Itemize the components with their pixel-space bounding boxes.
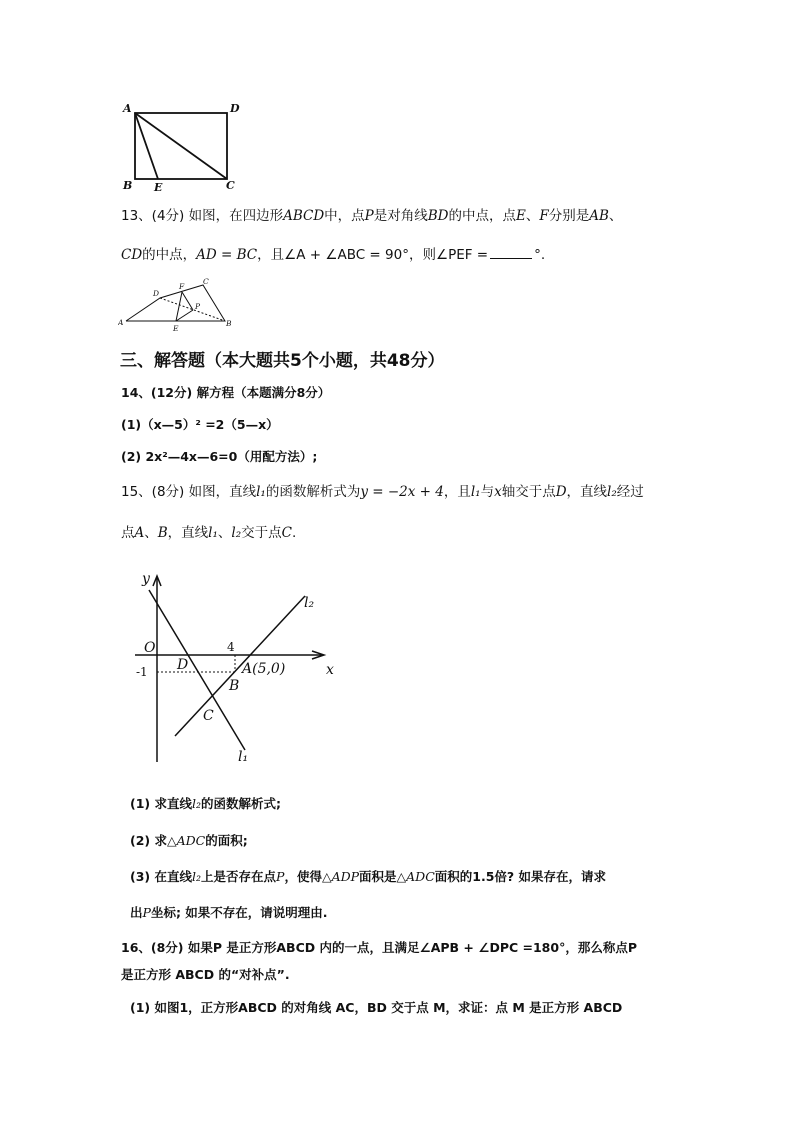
label-a: A [123,102,132,115]
segment-ep [176,310,193,321]
label-l1: l₁ [238,749,249,765]
segment-ae [135,113,158,179]
label-p: P [195,302,201,311]
section-heading: 三、解答题（本大题共5个小题，共48分） [120,351,445,371]
label-e: E [154,181,163,194]
label-f: F [179,282,185,291]
label-d: D [177,657,189,673]
label-d: D [230,102,240,115]
label-d: D [153,289,160,298]
label-c: C [226,179,235,192]
segment-ac [135,113,227,179]
figure-rectangle [118,96,248,196]
q15-line2: 点A、B，直线l₁、l₂交于点C. [121,525,297,541]
label-y: y [142,571,150,587]
q16-line2: 是正方形 ABCD 的“对补点”. [121,967,290,982]
label-e: E [173,324,179,333]
q15-part3-line2: 出P坐标; 如果不存在，请说明理由. [130,905,328,920]
label-b: B [123,179,133,192]
q13-line1: 13、(4分) 如图，在四边形ABCD中，点P是对角线BD的中点，点E、F分别是AB、 [121,208,623,224]
q15-part2: (2) 求△ADC的面积; [130,833,248,848]
segment-fe [176,292,182,321]
q14-part2: (2) 2x²—4x—6=0（用配方法）; [121,449,318,464]
label-c: C [203,708,214,724]
q15-part3-line1: (3) 在直线l₂上是否存在点P，使得△ADP面积是△ADC面积的1.5倍? 如果存在，请求 [130,869,607,884]
q14-part1: (1)（x—5）² =2（5—x） [121,417,279,432]
label-b: B [229,678,240,694]
figure-quadrilateral [118,276,240,334]
figure-graph [130,566,350,766]
q16-line1: 16、(8分) 如果P 是正方形ABCD 内的一点，且满足∠APB + ∠DPC =180°，那么称点P [121,940,637,955]
label-l2: l₂ [304,595,315,611]
label-b: B [226,319,232,328]
q15-part1: (1) 求直线l₂的函数解析式; [130,796,281,811]
label-a: A(5,0) [242,661,286,677]
line-l1 [149,590,245,750]
q15-line1: 15、(8分) 如图，直线l₁的函数解析式为y = −2x + 4，且l₁与x轴交于点D，直线l₂经过 [121,484,644,500]
label-origin: O [144,640,156,656]
q13-line2: CD的中点，AD = BC，且∠A + ∠ABC = 90°，则∠PEF = °. [121,244,545,265]
q16-line3: (1) 如图1，正方形ABCD 的对角线 AC，BD 交于点 M，求证：点 M 是正方形 ABCD [130,1000,623,1015]
q14-title: 14、(12分) 解方程（本题满分8分） [121,385,331,400]
label-x: x [326,662,334,678]
tick-4: 4 [227,640,235,654]
tick-neg1: -1 [136,665,148,679]
label-c: C [203,277,209,286]
label-a: A [118,318,124,327]
answer-blank[interactable] [490,244,532,259]
